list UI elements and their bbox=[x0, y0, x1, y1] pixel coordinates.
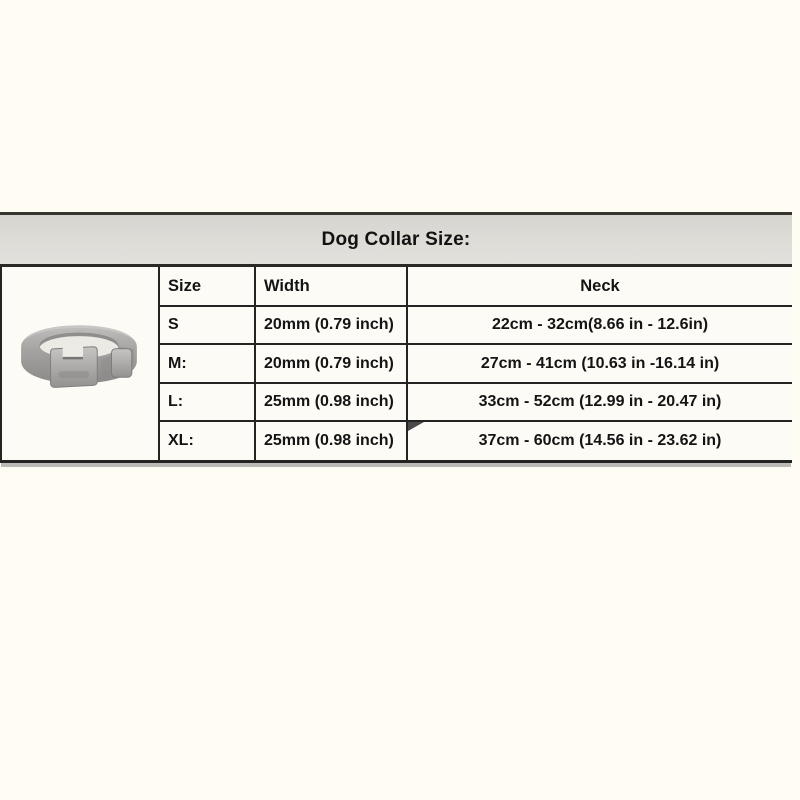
size-chart bbox=[0, 212, 792, 463]
size-cell-m: M: bbox=[158, 345, 254, 384]
width-cell-m: 20mm (0.79 inch) bbox=[254, 345, 406, 384]
size-cell-s: S bbox=[158, 307, 254, 345]
size-cell-l: L: bbox=[158, 384, 254, 422]
size-table bbox=[0, 267, 792, 463]
neck-cell-m: 27cm - 41cm (10.63 in -16.14 in) bbox=[406, 345, 792, 384]
neck-cell-s: 22cm - 32cm(8.66 in - 12.6in) bbox=[406, 307, 792, 345]
product-image-cell bbox=[2, 267, 158, 460]
neck-cell-l: 33cm - 52cm (12.99 in - 20.47 in) bbox=[406, 384, 792, 422]
neck-cell-xl-text: 37cm - 60cm (14.56 in - 23.62 in) bbox=[478, 432, 722, 449]
dog-collar-image bbox=[14, 322, 146, 406]
width-cell-xl: 25mm (0.98 inch) bbox=[254, 422, 406, 460]
width-cell-l: 25mm (0.98 inch) bbox=[254, 384, 406, 422]
column-header-width: Width bbox=[254, 267, 406, 307]
table-title: Dog Collar Size: bbox=[321, 228, 471, 250]
table-title-band bbox=[0, 212, 792, 267]
corner-fold-artifact bbox=[408, 422, 424, 431]
neck-cell-xl bbox=[406, 422, 792, 460]
width-cell-s: 20mm (0.79 inch) bbox=[254, 307, 406, 345]
column-header-neck: Neck bbox=[406, 267, 792, 307]
column-header-size: Size bbox=[158, 267, 254, 307]
size-cell-xl: XL: bbox=[158, 422, 254, 460]
